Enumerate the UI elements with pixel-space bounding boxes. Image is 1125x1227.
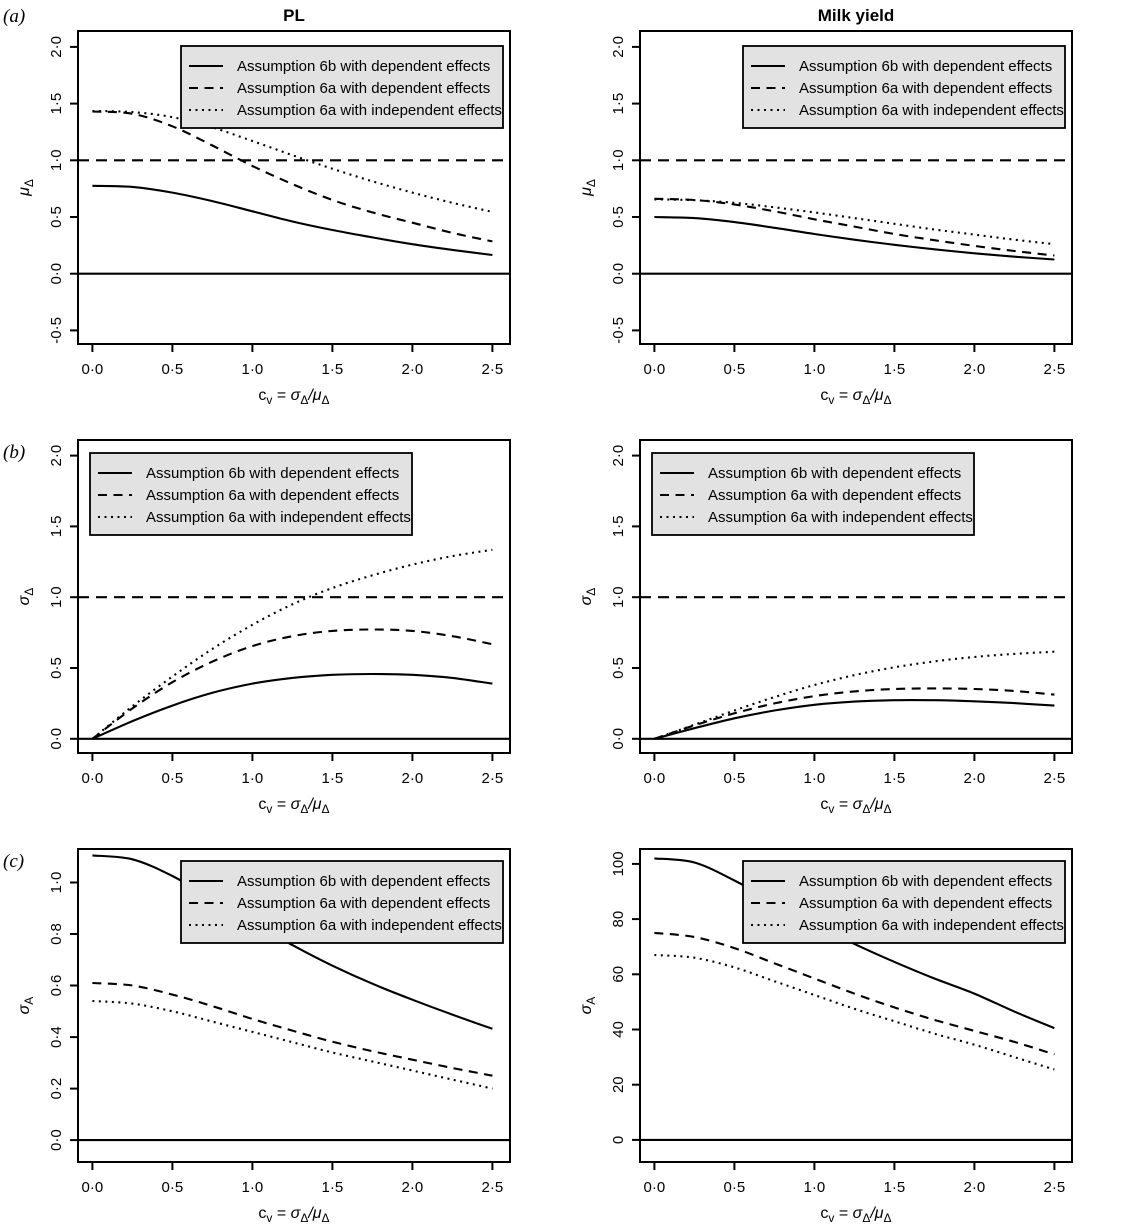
chart-c-milk-yield — [562, 818, 1124, 1227]
legend-label: Assumption 6a with dependent effects — [146, 487, 400, 504]
y-tick-label: 2·0 — [610, 36, 627, 58]
chart-a-pl — [0, 0, 562, 409]
legend-label: Assumption 6a with dependent effects — [237, 80, 491, 97]
x-tick-label: 0·5 — [723, 1179, 746, 1196]
y-tick-label: 0·6 — [48, 974, 65, 997]
x-tick-label: 0·0 — [81, 1179, 104, 1196]
x-axis-label: $c_v = \sigma_\Delta/\mu_\Delta$ — [820, 1205, 892, 1225]
legend — [181, 861, 503, 943]
y-tick-label: 0·5 — [610, 657, 627, 679]
chart-a-milk-yield — [562, 0, 1124, 409]
y-tick-label: 1·0 — [48, 586, 65, 609]
legend — [90, 453, 412, 535]
legend-label: Assumption 6a with dependent effects — [799, 80, 1053, 97]
y-tick-label: 20 — [610, 1076, 627, 1094]
x-tick-label: 0·5 — [723, 361, 746, 378]
legend-label: Assumption 6b with dependent effects — [799, 58, 1053, 75]
x-tick-label: 0·0 — [643, 770, 666, 787]
y-tick-label: 1·0 — [610, 149, 627, 172]
chart-c-pl — [0, 818, 562, 1227]
panel-a-pl — [0, 0, 562, 409]
legend-label: Assumption 6a with independent effects — [799, 917, 1064, 934]
x-tick-label: 1·5 — [321, 361, 344, 378]
y-tick-label: 0·0 — [48, 727, 65, 750]
x-axis-label: $c_v = \sigma_\Delta/\mu_\Delta$ — [258, 796, 330, 816]
x-tick-label: 2·5 — [1043, 1179, 1066, 1196]
y-tick-label: 1·5 — [610, 515, 627, 538]
x-tick-label: 2·5 — [1043, 361, 1066, 378]
x-tick-label: 2·0 — [401, 770, 424, 787]
x-tick-label: 1·0 — [803, 770, 826, 787]
x-tick-label: 2·0 — [401, 1179, 424, 1196]
panel-a-milk-yield — [562, 0, 1125, 409]
panel-c-pl — [0, 818, 562, 1227]
x-tick-label: 1·5 — [321, 1179, 344, 1196]
y-axis-label: $\mu_\Delta$ — [16, 179, 36, 196]
y-axis-label: $\sigma_A$ — [578, 996, 598, 1015]
y-tick-label: 0·0 — [610, 727, 627, 750]
y-axis-label: $\mu_\Delta$ — [578, 179, 598, 196]
x-tick-label: 2·0 — [963, 770, 986, 787]
legend — [743, 861, 1065, 943]
panel-b-pl — [0, 409, 562, 818]
y-tick-label: 0·5 — [48, 206, 65, 228]
x-tick-label: 0·0 — [643, 1179, 666, 1196]
y-tick-label: 0·0 — [48, 262, 65, 285]
x-axis-label: $c_v = \sigma_\Delta/\mu_\Delta$ — [820, 387, 892, 407]
y-tick-label: 1·5 — [48, 92, 65, 115]
x-tick-label: 1·5 — [321, 770, 344, 787]
panel-letter: (a) — [3, 6, 26, 27]
chart-b-pl — [0, 409, 562, 818]
panel-letter: (b) — [3, 442, 26, 463]
y-axis-label: $\sigma_\Delta$ — [16, 587, 36, 606]
x-tick-label: 2·5 — [481, 361, 504, 378]
y-axis-label: $\sigma_\Delta$ — [578, 587, 598, 606]
x-tick-label: 2·0 — [401, 361, 424, 378]
y-tick-label: 0·0 — [48, 1129, 65, 1151]
x-tick-label: 0·5 — [161, 770, 184, 787]
y-tick-label: 0·4 — [48, 1026, 65, 1048]
legend-label: Assumption 6a with independent effects — [237, 102, 502, 119]
y-tick-label: 1·5 — [610, 92, 627, 115]
column-title: Milk yield — [817, 6, 895, 25]
y-tick-label: 0·0 — [610, 262, 627, 285]
legend — [743, 46, 1065, 128]
y-tick-label: -0·5 — [48, 317, 65, 344]
y-tick-label: 2·0 — [610, 444, 627, 467]
legend-label: Assumption 6a with dependent effects — [237, 895, 491, 912]
x-tick-label: 2·5 — [1043, 770, 1066, 787]
legend-label: Assumption 6b with dependent effects — [237, 873, 491, 890]
legend — [181, 46, 503, 128]
y-tick-label: 60 — [610, 965, 627, 983]
legend-label: Assumption 6a with independent effects — [237, 917, 502, 934]
y-tick-label: 2·0 — [48, 444, 65, 467]
legend-label: Assumption 6a with independent effects — [799, 102, 1064, 119]
x-tick-label: 0·5 — [161, 361, 184, 378]
panel-b-milk-yield — [562, 409, 1125, 818]
x-tick-label: 1·0 — [241, 1179, 264, 1196]
x-tick-label: 1·5 — [883, 1179, 906, 1196]
y-tick-label: -0·5 — [610, 317, 627, 344]
x-axis-label: $c_v = \sigma_\Delta/\mu_\Delta$ — [258, 387, 330, 407]
y-tick-label: 100 — [610, 851, 627, 877]
y-tick-label: 2·0 — [48, 36, 65, 58]
y-axis-label: $\sigma_A$ — [16, 996, 36, 1015]
x-tick-label: 1·0 — [803, 361, 826, 378]
y-tick-label: 0 — [610, 1135, 627, 1145]
y-tick-label: 40 — [610, 1021, 627, 1038]
legend-label: Assumption 6b with dependent effects — [799, 873, 1053, 890]
y-tick-label: 1·0 — [610, 586, 627, 609]
y-tick-label: 0·5 — [48, 657, 65, 679]
y-tick-label: 1·5 — [48, 515, 65, 538]
x-tick-label: 2·0 — [963, 361, 986, 378]
x-tick-label: 1·5 — [883, 361, 906, 378]
x-tick-label: 0·5 — [723, 770, 746, 787]
legend-label: Assumption 6b with dependent effects — [146, 465, 400, 482]
x-tick-label: 1·0 — [241, 361, 264, 378]
x-axis-label: $c_v = \sigma_\Delta/\mu_\Delta$ — [258, 1205, 330, 1225]
legend-label: Assumption 6b with dependent effects — [708, 465, 962, 482]
x-tick-label: 0·0 — [81, 361, 104, 378]
chart-b-milk-yield — [562, 409, 1124, 818]
legend-label: Assumption 6a with dependent effects — [799, 895, 1053, 912]
legend-label: Assumption 6a with independent effects — [708, 509, 973, 526]
legend-label: Assumption 6a with independent effects — [146, 509, 411, 526]
y-tick-label: 1·0 — [48, 149, 65, 172]
legend-label: Assumption 6b with dependent effects — [237, 58, 491, 75]
x-tick-label: 2·5 — [481, 1179, 504, 1196]
x-tick-label: 1·5 — [883, 770, 906, 787]
y-tick-label: 0·8 — [48, 923, 65, 945]
x-tick-label: 0·5 — [161, 1179, 184, 1196]
legend-label: Assumption 6a with dependent effects — [708, 487, 962, 504]
legend — [652, 453, 974, 535]
column-title: PL — [283, 6, 305, 25]
x-axis-label: $c_v = \sigma_\Delta/\mu_\Delta$ — [820, 796, 892, 816]
y-tick-label: 0·5 — [610, 206, 627, 228]
y-tick-label: 1·0 — [48, 871, 65, 894]
panel-letter: (c) — [3, 851, 25, 872]
x-tick-label: 1·0 — [241, 770, 264, 787]
panel-c-milk-yield — [562, 818, 1125, 1227]
x-tick-label: 0·0 — [81, 770, 104, 787]
x-tick-label: 1·0 — [803, 1179, 826, 1196]
y-tick-label: 80 — [610, 910, 627, 928]
x-tick-label: 2·0 — [963, 1179, 986, 1196]
x-tick-label: 0·0 — [643, 361, 666, 378]
x-tick-label: 2·5 — [481, 770, 504, 787]
y-tick-label: 0·2 — [48, 1077, 65, 1100]
